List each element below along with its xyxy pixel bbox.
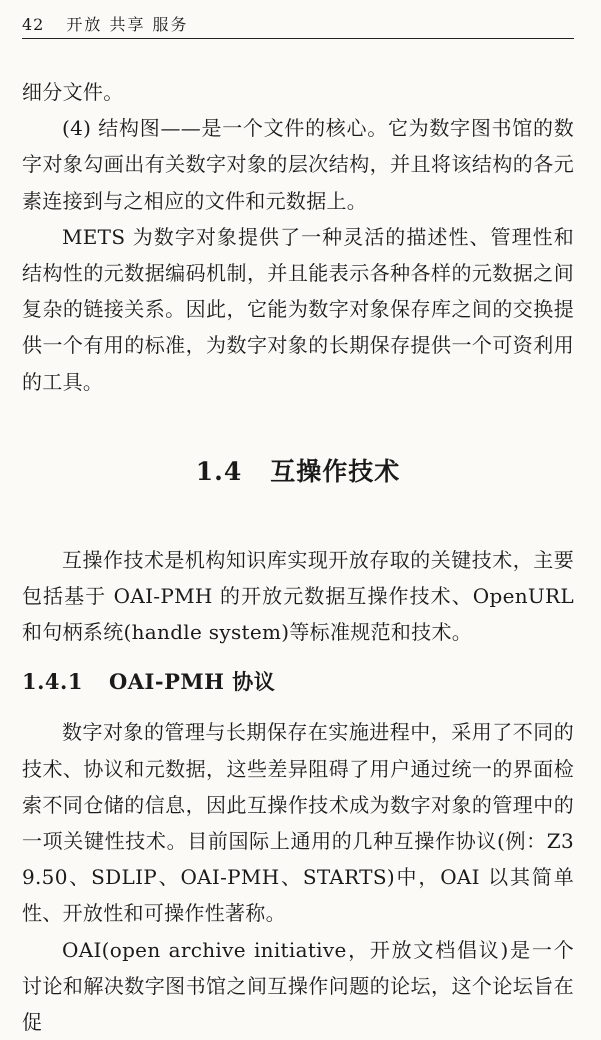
- paragraph-oai-pmh: 数字对象的管理与长期保存在实施进程中，采用了不同的技术、协议和元数据，这些差异阻碍了用户通过统一的界面检索不同仓储的信息，因此互操作技术成为数字对象的管理中的一项关键性技术。目前国际上通用的几种互操作协议(例：Z39.50、SDLIP、OAI-PMH、STARTS)中，OAI 以其简单性、开放性和可操作性著称。: [22, 720, 574, 926]
- paragraph-interop-intro: 互操作技术是机构知识库实现开放存取的关键技术，主要包括基于 OAI-PMH 的开放元数据互操作技术、OpenURL 和句柄系统(handle system)等标准规范和技术。: [22, 547, 574, 645]
- paragraph-structure-map: (4) 结构图——是一个文件的核心。它为数字图书馆的数字对象勾画出有关数字对象的层次结构，并且将该结构的各元素连接到与之相应的文件和元数据上。: [22, 116, 574, 213]
- section-title-text: 互操作技术: [270, 456, 401, 486]
- subsection-number: 1.4.1: [22, 669, 83, 695]
- paragraph-continued: 细分文件。: [22, 80, 124, 104]
- section-number: 1.4: [195, 456, 243, 486]
- header-rule: [22, 38, 574, 39]
- page-number: 42: [22, 15, 45, 34]
- body-text: [22, 74, 574, 1040]
- section-heading: [22, 454, 574, 490]
- paragraph-oai-definition: OAI(open archive initiative，开放文档倡议)是一个讨论和解决数字图书馆之间互操作问题的论坛，这个论坛旨在促: [22, 937, 574, 1035]
- subsection-title-text: OAI-PMH 协议: [108, 669, 276, 695]
- running-header: [22, 12, 189, 35]
- book-title: 开放 共享 服务: [66, 15, 189, 34]
- subsection-heading: [22, 664, 574, 700]
- paragraph-mets: METS 为数字对象提供了一种灵活的描述性、管理性和结构性的元数据编码机制，并且能表示各种各样的元数据之间复杂的链接关系。因此，它能为数字对象保存库之间的交换提供一个有用的标准，为数字对象的长期保存提供一个可资利用的工具。: [22, 224, 574, 394]
